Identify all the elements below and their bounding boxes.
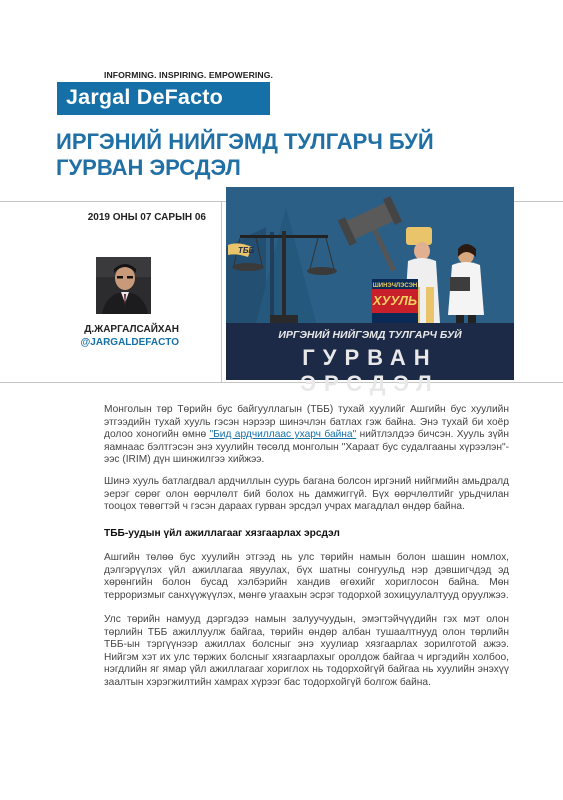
article-title — [56, 129, 496, 181]
paragraph-1 — [104, 404, 509, 467]
title-line-2: ГУРВАН ЭРСДЭЛ — [56, 155, 241, 180]
hero-illustration — [226, 187, 514, 396]
hero-caption-line-1: ИРГЭНИЙ НИЙГЭМД ТУЛГАРЧ БУЙ — [278, 329, 462, 341]
paragraph-4: Улс төрийн намууд дэргэдээ намын залуучуудын, эмэгтэйчүүдийн гэх мэт олон төрлийн ТББ ажиллуулж байгаа, төрийн өндөр албан тушаалтнууд олон төрлийн ТББ-ын тэргүүнээр ажиллах болсныг энэ хуулиар хязгаарлах зорилготой ажээ. Нийгэм хэт их улс төржих болсныг хязгаарлахыг оролдож байгаа ч иргэдийн холбоо, нэгдлийн яг ямар үйл ажиллагааг хориглох нь тодорхойгүй байгаа нь хуулийн энэхүү заалтын хэрэгжилтийн хамрах хүрээг бас тодорхойгүй болгож байна. — [104, 614, 509, 688]
section-heading: ТББ-уудын үйл ажиллагааг хязгаарлах эрсдэл — [104, 528, 340, 539]
brand-logo[interactable] — [57, 82, 270, 115]
publish-date: 2019 ОНЫ 07 САРЫН 06 — [87, 212, 206, 223]
author-name: Д.ЖАРГАЛСАЙХАН — [84, 324, 179, 335]
paragraph-1-text-a: Монголын төр Төрийн бус байгууллагын (ТББ) тухай хуулийг Ашгийн бус хуулийн этгээдийн тухай хууль гэсэн нэрээр шинэчлэн батлах гэж байна. Энэ тухай би хоёр долоо хоногийн өмнө — [104, 404, 509, 441]
paragraph-2: Шинэ хууль батлагдвал ардчиллын суурь багана болсон иргэний нийгмийн амьдралд эерэг сөрөг олон өөрчлөлт бий болох нь дамжиггүй. Бүх өөрчлөлтийг урьдчилан тооцох төвөгтэй ч гэсэн дараах гурван эрсдэл учрах магадлал өндөр байна. — [104, 476, 509, 513]
author-handle-link[interactable]: @JARGALDEFACTO — [80, 337, 179, 348]
hero-caption-line-2: ГУРВАН ЭРСДЭЛ — [300, 345, 440, 396]
person-portrait-icon — [96, 257, 151, 314]
brand-tagline: INFORMING. INSPIRING. EMPOWERING. — [104, 70, 273, 80]
book-subtitle: ШИНЭЧЛЭСЭН — [372, 283, 418, 289]
divider-vertical — [221, 201, 222, 383]
logo-text: Jargal DeFacto — [66, 85, 223, 109]
author-avatar — [96, 257, 151, 314]
paragraph-1-text-b: нийтлэлдээ бичсэн. Хууль зүйн яамнаас бэлтгэсэн энэ хуулийн төсөлд монголын "Хараат бус судалгааны хүрээлэн"-ээс (IRIM) дүн шинжилгээ хийжээ. — [104, 429, 509, 466]
article-link[interactable]: "Бид ардчиллаас ухарч байна" — [209, 429, 357, 441]
ngo-label: ТББ — [238, 246, 255, 255]
paragraph-3: Ашгийн төлөө бус хуулийн этгээд нь улс төрийн намын болон шашин номлох, дэлгэрүүлэх үйл ажиллагаа явуулах, бүх шатны сонгуульд нэр дэвшигчдэд эд хөрөнгийн болон бусад хэлбэрийн хандив өгөхийг хориглосон байна. Мөн терроризмыг санхүүжүүлэх, мөнгө угаахын эсрэг тодорхой зохицуулалтууд оруулжээ. — [104, 552, 509, 601]
title-line-1: ИРГЭНИЙ НИЙГЭМД ТУЛГАРЧ БУЙ — [56, 129, 434, 154]
book-title: ХУУЛЬ — [372, 293, 418, 308]
